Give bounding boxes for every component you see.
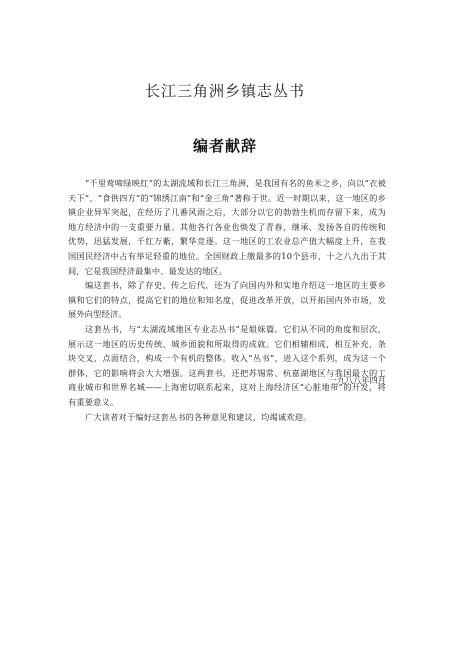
paragraph: 编这套书，除了存史、传之后代，还为了向国内外和实地介绍这一地区的主要乡镇和它们的特点，提高它们的地位和知名度，促进改革开放，以开拓国内外市场，发展外向型经济。 (68, 280, 386, 320)
preface-date: 一九八八年四月 (328, 375, 386, 385)
paragraph: 这套丛书，与“太湖流域地区专业志丛书”是姐妹篇。它们从不同的角度和层次，展示这一地区的历史传统、城乡面貌和所取得的成就。它们相辅相成，相互补充，条块交叉，点面结合，构成一个有机的整体。收入“丛书”，进入这个系列，成为这一个群体，它的影响将会大大增强。这两套书，还把苏锡常、杭嘉湖地区与我国最大的工商业城市和世界名城——上海密切联系起来，这对上海经济区“心脏地带”的开发，将有重要意义。 (68, 323, 386, 407)
series-title: 长江三角洲乡镇志丛书 (144, 82, 305, 100)
preface-body (68, 176, 386, 424)
paragraph: “千里莺啼绿映红”的太湖流域和长江三角洲，是我国有名的鱼米之乡，向以“衣被天下”、“食供四方”的“锦绣江南”和“金三角”著称于世。近一时期以来，这一地区的乡镇企业异军突起，在经历了几番风雨之后，大部分以它的勃勃生机而存留下来，成为地方经济中的一支重要力量。其他各行各业也焕发了青春，继承、发扬各自的传统和优势，迅猛发展，千红万紫，繁华竞逐。这一地区的工农业总产值大幅度上升，在我国国民经济中占有举足轻重的地位。全国财政上缴最多的10个县市，十之八九出于其间，它是我国经济最集中、最发达的地区。 (68, 178, 386, 276)
paragraph: 广大读者对于编好这套丛书的各种意见和建议，均竭诚欢迎。 (85, 411, 312, 422)
preface-title: 编者献辞 (192, 137, 257, 155)
